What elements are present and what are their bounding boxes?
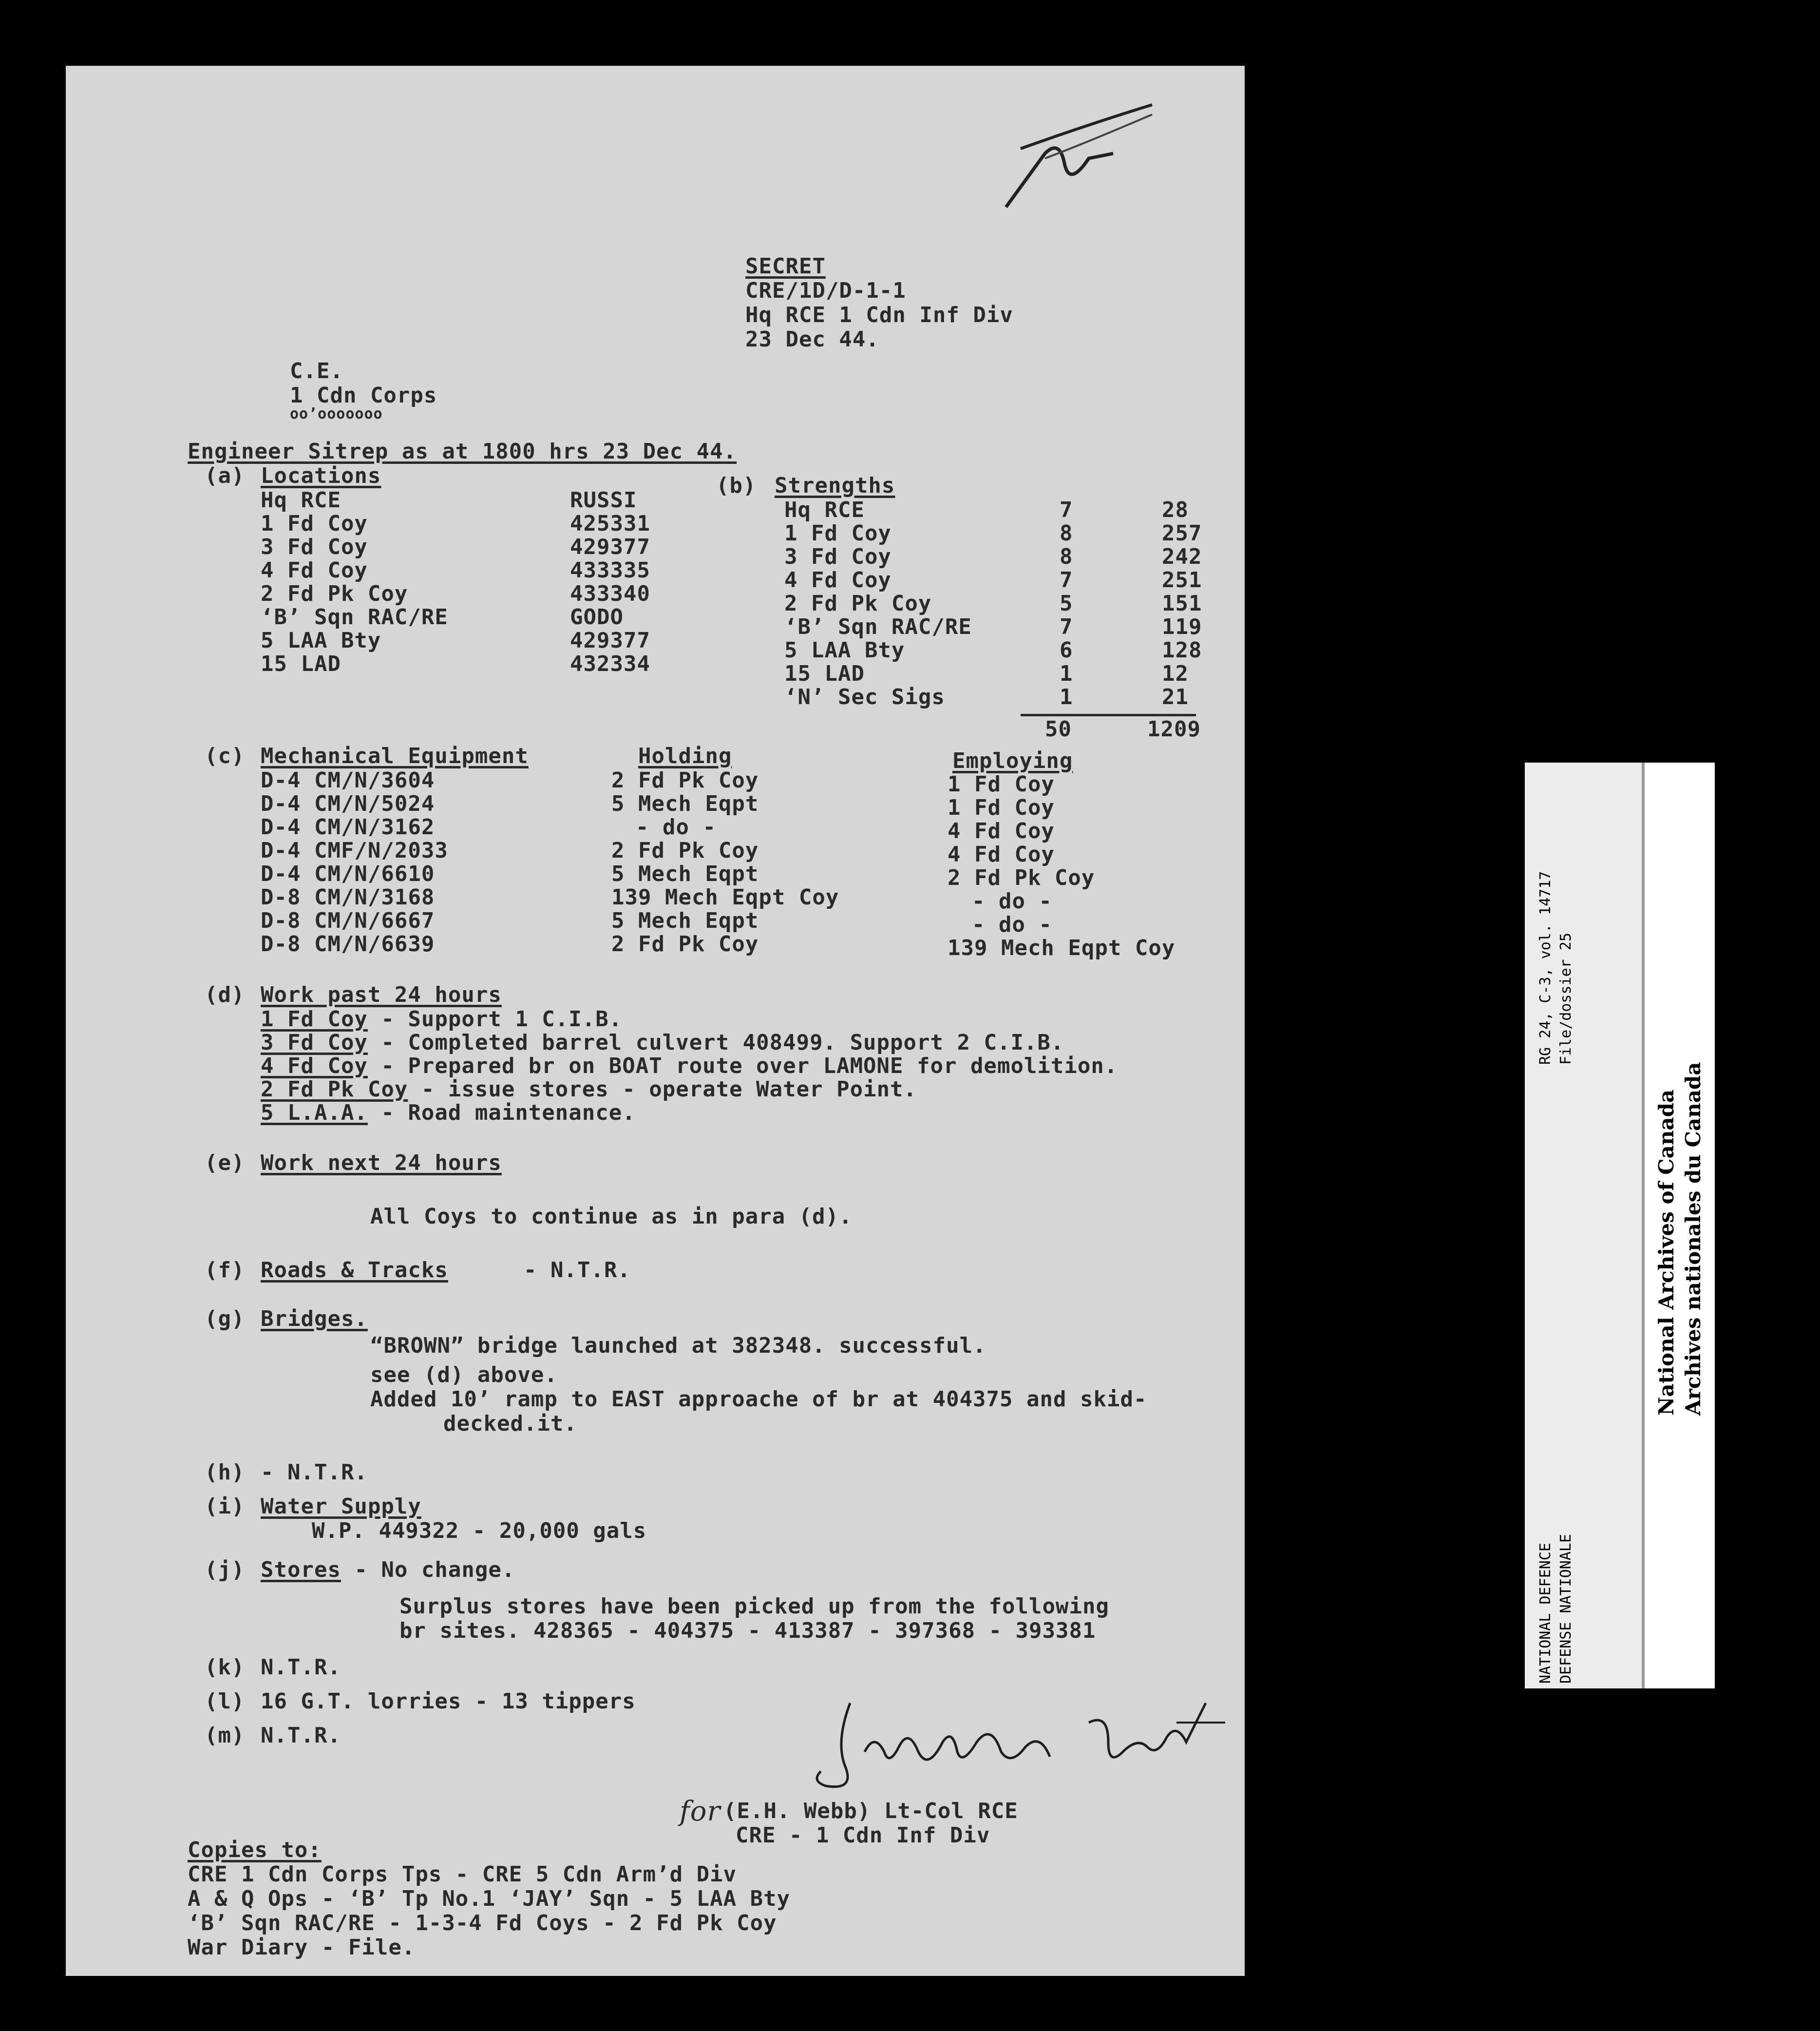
bridges-heading: Bridges. — [261, 1306, 368, 1331]
work-past-item — [261, 1055, 1118, 1077]
section-l-label: (l) — [205, 1689, 245, 1714]
strength-officers: 1 — [1060, 661, 1073, 686]
equipment-id: D-4 CM/N/5024 — [261, 791, 435, 816]
equipment-id: D-4 CM/N/3162 — [261, 815, 435, 840]
work-next-heading: Work next 24 hours — [261, 1150, 502, 1175]
archive-reference: RG 24, C-3, vol. 14717 — [1537, 871, 1554, 1065]
strength-other-ranks: 257 — [1162, 521, 1202, 546]
copy-recipient-line: ‘B’ Sqn RAC/RE - 1-3-4 Fd Coys - 2 Fd Pk Coy — [188, 1911, 777, 1935]
strength-total-officers: 50 — [1045, 717, 1072, 742]
roads-tracks-heading: Roads & Tracks — [261, 1258, 448, 1283]
strength-officers: 6 — [1060, 638, 1073, 663]
location-unit: ‘B’ Sqn RAC/RE — [261, 605, 448, 630]
work-unit: 5 L.A.A. — [261, 1100, 368, 1125]
location-ref: 433335 — [570, 558, 650, 583]
strength-unit: 15 LAD — [784, 661, 865, 686]
equipment-id: D-4 CM/N/3604 — [261, 768, 435, 793]
mechanical-equipment-heading: Mechanical Equipment — [261, 744, 529, 768]
bridges-line: “BROWN” bridge launched at 382348. successful. — [370, 1333, 986, 1358]
stores-status: - No change. — [341, 1557, 515, 1582]
section-g-label: (g) — [205, 1306, 245, 1331]
work-past-item — [261, 1079, 917, 1100]
equipment-id: D-8 CM/N/6639 — [261, 932, 435, 957]
equipment-holding: - do - — [636, 815, 716, 840]
archive-slip — [1525, 763, 1715, 1688]
signature-prefix: for — [680, 1796, 721, 1827]
handwritten-signature — [738, 1693, 1245, 1791]
section-i-label: (i) — [205, 1494, 245, 1519]
addressee-unit: 1 Cdn Corps — [290, 383, 437, 408]
section-j-label: (j) — [205, 1557, 245, 1582]
roads-tracks-text: - N.T.R. — [524, 1258, 631, 1283]
work-description: - issue stores - operate Water Point. — [408, 1077, 917, 1102]
location-unit: Hq RCE — [261, 488, 341, 513]
copy-recipient-line: War Diary - File. — [188, 1935, 416, 1960]
strength-unit: 2 Fd Pk Coy — [784, 591, 932, 616]
work-past-heading: Work past 24 hours — [261, 982, 502, 1007]
work-unit: 3 Fd Coy — [261, 1030, 368, 1055]
location-unit: 15 LAD — [261, 651, 341, 676]
stores-heading: Stores — [261, 1557, 341, 1582]
work-past-item — [261, 1102, 636, 1124]
equipment-employing: - do - — [972, 912, 1052, 937]
stores-line: Surplus stores have been picked up from the following — [399, 1594, 1109, 1619]
strength-unit: ‘B’ Sqn RAC/RE — [784, 614, 972, 639]
location-unit: 1 Fd Coy — [261, 511, 368, 536]
strength-other-ranks: 28 — [1162, 498, 1189, 522]
classification: SECRET — [745, 254, 826, 279]
equipment-holding: 2 Fd Pk Coy — [611, 768, 759, 793]
strength-unit: Hq RCE — [784, 498, 865, 522]
work-past-item — [261, 1009, 622, 1030]
work-unit: 4 Fd Coy — [261, 1054, 368, 1078]
document-date: 23 Dec 44. — [745, 327, 879, 352]
section-e-label: (e) — [205, 1150, 245, 1175]
equipment-holding: 5 Mech Eqpt — [611, 862, 759, 886]
section-k-text: N.T.R. — [261, 1655, 341, 1680]
equipment-employing: 1 Fd Coy — [948, 795, 1055, 820]
equipment-id: D-8 CM/N/6667 — [261, 908, 435, 933]
strength-other-ranks: 119 — [1162, 614, 1202, 639]
strength-officers: 8 — [1060, 544, 1073, 569]
signatory-appointment: CRE - 1 Cdn Inf Div — [736, 1823, 990, 1848]
archive-name-english: National Archives of Canada — [1654, 1089, 1678, 1416]
section-h-label: (h) — [205, 1460, 245, 1485]
bridges-line: decked.it. — [443, 1411, 577, 1436]
stores-line: br sites. 428365 - 404375 - 413387 - 397368 - 393381 — [399, 1618, 1096, 1643]
equipment-holding: 2 Fd Pk Coy — [611, 838, 759, 863]
section-k-label: (k) — [205, 1655, 245, 1680]
archive-name-french: Archives nationales du Canada — [1681, 1062, 1705, 1416]
section-h-text: - N.T.R. — [261, 1460, 368, 1485]
work-description: - Support 1 C.I.B. — [367, 1007, 623, 1032]
strength-unit: 5 LAA Bty — [784, 638, 905, 663]
equipment-holding: 139 Mech Eqpt Coy — [611, 885, 839, 910]
map-sheet-header: RUSSI — [570, 488, 637, 513]
equipment-id: D-4 CMF/N/2033 — [261, 838, 448, 863]
location-ref: 432334 — [570, 651, 650, 676]
archive-file-reference: File/dossier 25 — [1557, 933, 1574, 1065]
equipment-employing: 2 Fd Pk Coy — [948, 865, 1095, 890]
strength-officers: 7 — [1060, 568, 1073, 593]
strength-other-ranks: 21 — [1162, 685, 1189, 709]
water-supply-text: W.P. 449322 - 20,000 gals — [312, 1518, 647, 1543]
strength-unit: 3 Fd Coy — [784, 544, 891, 569]
copy-recipient-line: CRE 1 Cdn Corps Tps - CRE 5 Cdn Arm’d Div — [188, 1862, 737, 1887]
location-ref: 433340 — [570, 581, 650, 606]
strength-total-other-ranks: 1209 — [1147, 717, 1201, 742]
strengths-heading: Strengths — [775, 473, 895, 498]
section-m-text: N.T.R. — [261, 1723, 341, 1748]
water-supply-heading: Water Supply — [261, 1494, 421, 1519]
equipment-id: D-4 CM/N/6610 — [261, 862, 435, 886]
equipment-holding: 5 Mech Eqpt — [611, 791, 759, 816]
section-d-label: (d) — [205, 982, 245, 1007]
copies-heading: Copies to: — [188, 1838, 322, 1862]
work-next-text: All Coys to continue as in para (d). — [370, 1204, 853, 1229]
department-french: DEFENSE NATIONALE — [1557, 1533, 1574, 1684]
location-unit: 3 Fd Coy — [261, 535, 368, 559]
addressee-title: C.E. — [290, 359, 343, 383]
strength-other-ranks: 242 — [1162, 544, 1202, 569]
strength-other-ranks: 151 — [1162, 591, 1202, 616]
location-unit: 2 Fd Pk Coy — [261, 581, 408, 606]
equipment-id: D-8 CM/N/3168 — [261, 885, 435, 910]
work-unit: 2 Fd Pk Coy — [261, 1077, 408, 1102]
addressee-rule: oo’ooooooo — [290, 405, 383, 422]
equipment-employing: 4 Fd Coy — [948, 842, 1055, 867]
bridges-line: Added 10’ ramp to EAST approache of br at 404375 and skid- — [370, 1387, 1147, 1412]
strength-other-ranks: 12 — [1162, 661, 1189, 686]
strength-officers: 7 — [1060, 498, 1073, 522]
location-ref: GODO — [570, 605, 624, 630]
work-past-item — [261, 1032, 1064, 1054]
location-unit: 5 LAA Bty — [261, 628, 381, 653]
strength-other-ranks: 128 — [1162, 638, 1202, 663]
equipment-employing: 139 Mech Eqpt Coy — [948, 936, 1175, 960]
locations-heading: Locations — [261, 463, 381, 488]
strength-officers: 8 — [1060, 521, 1073, 546]
bridges-line: see (d) above. — [370, 1362, 558, 1387]
sitrep-title: Engineer Sitrep as at 1800 hrs 23 Dec 44. — [188, 439, 737, 464]
work-description: - Completed barrel culvert 408499. Support 2 C.I.B. — [367, 1030, 1064, 1055]
strength-other-ranks: 251 — [1162, 568, 1202, 593]
department-english: NATIONAL DEFENCE — [1537, 1543, 1554, 1684]
section-b-label: (b) — [716, 473, 757, 498]
strength-officers: 5 — [1060, 591, 1073, 616]
equipment-employing: 1 Fd Coy — [948, 772, 1055, 797]
copy-recipient-line: A & Q Ops - ‘B’ Tp No.1 ‘JAY’ Sqn - 5 LAA Bty — [188, 1886, 791, 1911]
section-a-label: (a) — [205, 463, 245, 488]
equipment-employing: 4 Fd Coy — [948, 819, 1055, 843]
file-reference: CRE/1D/D-1-1 — [745, 278, 906, 303]
work-unit: 1 Fd Coy — [261, 1007, 368, 1032]
section-f-label: (f) — [205, 1258, 245, 1283]
strength-unit: 4 Fd Coy — [784, 568, 891, 593]
document-page — [66, 66, 1245, 1976]
strength-unit: ‘N’ Sec Sigs — [784, 685, 945, 709]
strength-officers: 1 — [1060, 685, 1073, 709]
work-description: - Road maintenance. — [367, 1100, 636, 1125]
location-ref: 429377 — [570, 535, 650, 559]
location-unit: 4 Fd Coy — [261, 558, 368, 583]
total-rule — [1021, 714, 1196, 716]
originator: Hq RCE 1 Cdn Inf Div — [745, 303, 1013, 327]
employing-column-header: Employing — [952, 748, 1073, 773]
signatory-name: (E.H. Webb) Lt-Col RCE — [723, 1799, 1018, 1823]
strength-officers: 7 — [1060, 614, 1073, 639]
equipment-holding: 2 Fd Pk Coy — [611, 932, 759, 957]
transport-text: 16 G.T. lorries - 13 tippers — [261, 1689, 636, 1714]
section-c-label: (c) — [205, 744, 245, 768]
section-m-label: (m) — [205, 1723, 245, 1748]
handwritten-mark — [991, 95, 1176, 241]
stores-entry — [261, 1559, 515, 1581]
work-description: - Prepared br on BOAT route over LAMONE for demolition. — [367, 1054, 1118, 1078]
strength-unit: 1 Fd Coy — [784, 521, 891, 546]
location-ref: 425331 — [570, 511, 650, 536]
holding-column-header: Holding — [638, 744, 732, 768]
location-ref: 429377 — [570, 628, 650, 653]
equipment-employing: - do - — [972, 889, 1052, 914]
equipment-holding: 5 Mech Eqpt — [611, 908, 759, 933]
